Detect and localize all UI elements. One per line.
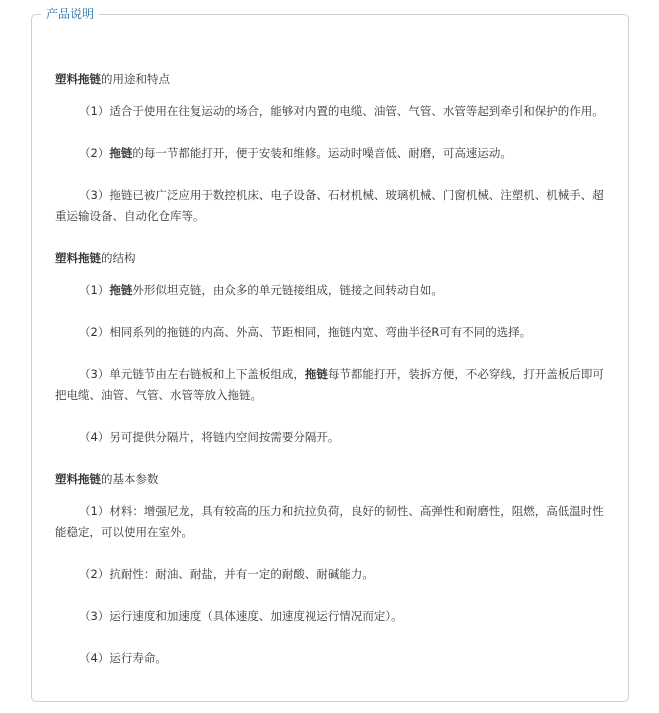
heading-text: 的基本参数	[101, 472, 159, 486]
heading-text: 的用途和特点	[101, 72, 170, 86]
panel-legend: 产品说明	[41, 7, 99, 21]
paragraph-text: 每节都能打开，装拆方便，不必穿线，打开盖板后即可把电缆、油管、气管、水管等放入拖链。	[55, 367, 604, 402]
product-description	[55, 69, 615, 669]
section-structure	[55, 248, 615, 448]
paragraph-text: 的每一节都能打开，便于安装和维修。运动时噪音低、耐磨，可高速运动。	[132, 146, 512, 160]
paragraph-text: （2）相同系列的拖链的内高、外高、节距相同，拖链内宽、弯曲半径R可有不同的选择。	[79, 325, 532, 339]
paragraph-text: （4）运行寿命。	[79, 651, 167, 665]
paragraph-text: （1）适合于使用在往复运动的场合，能够对内置的电缆、油管、气管、水管等起到牵引和保护的作用。	[79, 104, 604, 118]
section-heading	[55, 69, 615, 90]
paragraph	[55, 564, 615, 585]
paragraph-text: 外形似坦克链，由众多的单元链接组成，链接之间转动自如。	[132, 283, 443, 297]
paragraph-text: （3）拖链已被广泛应用于数控机床、电子设备、石材机械、玻璃机械、门窗机械、注塑机、机械手、超重运输设备、自动化仓库等。	[55, 188, 604, 223]
paragraph-text: （4）另可提供分隔片，将链内空间按需要分隔开。	[79, 430, 340, 444]
paragraph	[55, 143, 615, 164]
paragraph-text: （2）抗耐性：耐油、耐盐，并有一定的耐酸、耐碱能力。	[79, 567, 374, 581]
paragraph-text: （1）	[79, 283, 110, 297]
paragraph	[55, 648, 615, 669]
heading-keyword: 塑料拖链	[55, 251, 101, 265]
section-uses	[55, 69, 615, 227]
paragraph-text: （2）	[79, 146, 110, 160]
paragraph	[55, 185, 615, 227]
section-heading	[55, 248, 615, 269]
paragraph-keyword: 拖链	[109, 146, 133, 160]
section-heading	[55, 469, 615, 490]
paragraph-text: （3）单元链节由左右链板和上下盖板组成，	[79, 367, 305, 381]
paragraph	[55, 606, 615, 627]
heading-keyword: 塑料拖链	[55, 472, 101, 486]
paragraph	[55, 501, 615, 543]
paragraph	[55, 322, 615, 343]
paragraph-text: （1）材料：增强尼龙，具有较高的压力和抗拉负荷，良好的韧性、高弹性和耐磨性，阻燃，高低温时性能稳定，可以使用在室外。	[55, 504, 604, 539]
paragraph	[55, 427, 615, 448]
section-parameters	[55, 469, 615, 669]
paragraph-keyword: 拖链	[109, 283, 133, 297]
heading-text: 的结构	[101, 251, 136, 265]
paragraph	[55, 280, 615, 301]
paragraph	[55, 364, 615, 406]
paragraph-text: （3）运行速度和加速度（具体速度、加速度视运行情况而定）。	[79, 609, 403, 623]
paragraph	[55, 101, 615, 122]
paragraph-keyword: 拖链	[304, 367, 328, 381]
heading-keyword: 塑料拖链	[55, 72, 101, 86]
